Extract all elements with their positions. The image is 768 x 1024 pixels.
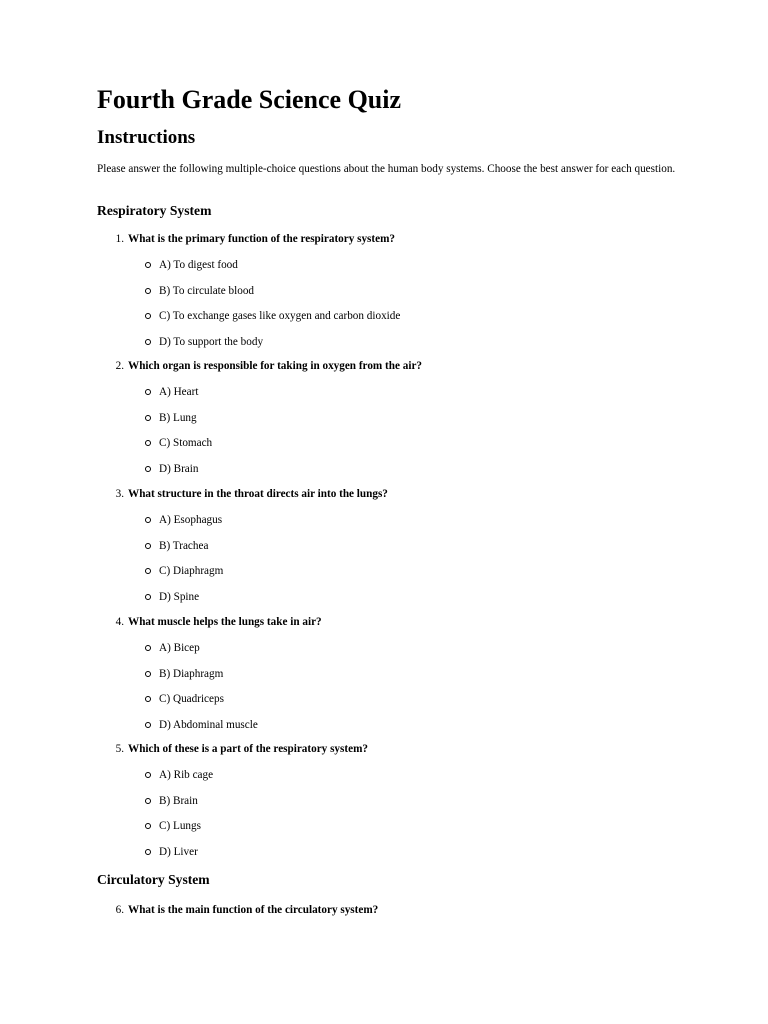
- question-number: 3.: [115, 488, 124, 500]
- question-text: What structure in the throat directs air into the lungs?: [128, 488, 388, 500]
- circle-bullet-icon: [145, 313, 151, 319]
- answer-option: C) Lungs: [97, 818, 677, 844]
- answer-option: C) Stomach: [97, 435, 677, 461]
- answer-option: D) Abdominal muscle: [97, 717, 677, 743]
- circle-bullet-icon: [145, 288, 151, 294]
- answer-option: A) Bicep: [97, 640, 677, 666]
- circle-bullet-icon: [145, 440, 151, 446]
- answer-option: B) To circulate blood: [97, 283, 677, 309]
- answer-option: B) Lung: [97, 410, 677, 436]
- circle-bullet-icon: [145, 645, 151, 651]
- question-number: 4.: [115, 616, 124, 628]
- question-text: What is the main function of the circulatory system?: [128, 904, 379, 916]
- circle-bullet-icon: [145, 722, 151, 728]
- circle-bullet-icon: [145, 262, 151, 268]
- answer-option: A) Esophagus: [97, 512, 677, 538]
- answer-options: [97, 384, 677, 486]
- circle-bullet-icon: [145, 594, 151, 600]
- question-5: [97, 741, 677, 869]
- question-text: Which of these is a part of the respiratory system?: [128, 743, 368, 755]
- section-heading-circulatory: Circulatory System: [97, 872, 210, 887]
- answer-option: B) Diaphragm: [97, 666, 677, 692]
- question-text: What muscle helps the lungs take in air?: [128, 616, 322, 628]
- answer-option: C) Diaphragm: [97, 563, 677, 589]
- answer-options: [97, 640, 677, 742]
- question-4: [97, 614, 677, 742]
- answer-option: C) To exchange gases like oxygen and carbon dioxide: [97, 308, 677, 334]
- answer-option: D) Liver: [97, 844, 677, 870]
- answer-options: [97, 257, 677, 359]
- circle-bullet-icon: [145, 849, 151, 855]
- question-2: [97, 358, 677, 486]
- page-title: Fourth Grade Science Quiz: [97, 85, 402, 114]
- circle-bullet-icon: [145, 568, 151, 574]
- circle-bullet-icon: [145, 671, 151, 677]
- answer-options: [97, 512, 677, 614]
- answer-option: D) To support the body: [97, 334, 677, 360]
- circle-bullet-icon: [145, 466, 151, 472]
- circle-bullet-icon: [145, 389, 151, 395]
- circle-bullet-icon: [145, 543, 151, 549]
- question-text: What is the primary function of the respiratory system?: [128, 233, 396, 245]
- question-number: 1.: [115, 233, 124, 245]
- question-number: 6.: [115, 904, 124, 916]
- circle-bullet-icon: [145, 339, 151, 345]
- answer-option: B) Brain: [97, 793, 677, 819]
- answer-option: A) To digest food: [97, 257, 677, 283]
- question-6: [97, 902, 677, 918]
- circle-bullet-icon: [145, 517, 151, 523]
- question-text: Which organ is responsible for taking in oxygen from the air?: [128, 360, 422, 372]
- answer-option: A) Rib cage: [97, 767, 677, 793]
- circle-bullet-icon: [145, 415, 151, 421]
- circle-bullet-icon: [145, 772, 151, 778]
- answer-option: D) Spine: [97, 589, 677, 615]
- answer-option: A) Heart: [97, 384, 677, 410]
- answer-option: D) Brain: [97, 461, 677, 487]
- question-number: 2.: [115, 360, 124, 372]
- circle-bullet-icon: [145, 798, 151, 804]
- answer-options: [97, 767, 677, 869]
- question-3: [97, 486, 677, 614]
- answer-option: B) Trachea: [97, 538, 677, 564]
- circle-bullet-icon: [145, 823, 151, 829]
- circle-bullet-icon: [145, 696, 151, 702]
- instructions-text: Please answer the following multiple-choice questions about the human body systems. Choose the best answer for each question.: [97, 163, 676, 175]
- question-number: 5.: [115, 743, 124, 755]
- section-heading-respiratory: Respiratory System: [97, 203, 212, 218]
- instructions-heading: Instructions: [97, 127, 196, 148]
- answer-option: C) Quadriceps: [97, 691, 677, 717]
- question-1: [97, 231, 677, 359]
